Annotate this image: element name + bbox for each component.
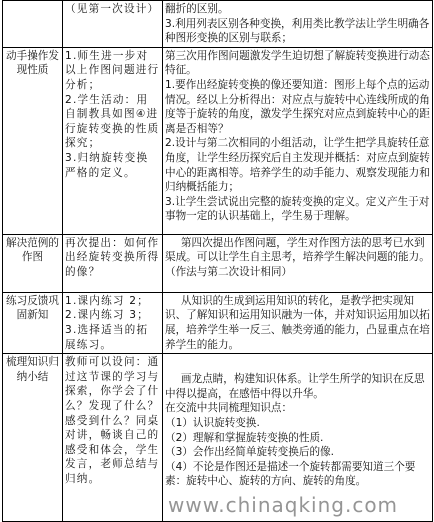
stage-cell: 动手操作发现性质 <box>3 47 63 234</box>
stage-cell: 梳理知识归纳小结 <box>3 354 63 522</box>
teacher-line: 再次提出：如何作出经旋转变换所得的像？ <box>65 236 160 278</box>
teacher-line: 1.课内练习 2； <box>65 294 149 307</box>
design-intent-cell <box>163 1 433 48</box>
intent-line: 3.利用列表区别各种变换，利用类比教学法让学生明确各种图形变换的区别与联系； <box>165 17 430 45</box>
teacher-line: 2.学生活动：用自制教具如图④进行旋转变换的性质探究； <box>65 93 160 150</box>
teacher-activity-cell <box>63 1 163 48</box>
teacher-line: 3.归纳旋转变换严格的定义。 <box>65 151 149 179</box>
design-intent-cell <box>163 234 433 292</box>
design-intent-cell <box>163 292 433 353</box>
table-row <box>3 234 433 292</box>
intent-line: （4）不论是作图还是描述一个旋转都需要知道三个要素：旋转中心、旋转的方向、旋转的角度。 <box>165 460 416 488</box>
stage-cell: 解决范例的作图 <box>3 234 63 292</box>
table-row <box>3 1 433 48</box>
intent-line: 第三次用作图问题激发学生迫切想了解旋转变换进行动态特征。 <box>165 49 430 77</box>
teacher-line: （见第一次设计） <box>65 3 160 15</box>
intent-line: 3.让学生尝试说出完整的旋转变换的定义。定义产生于对事物一定的认识基础上，学生易于理解。 <box>165 195 430 223</box>
teacher-activity-cell <box>63 47 163 234</box>
table-row <box>3 47 433 234</box>
teacher-line: 1.师生进一步对以上作图问题进行分析； <box>65 49 160 91</box>
intent-line: 在交流中共同梳理知识点： <box>165 402 293 415</box>
intent-line: 画龙点睛，构建知识体系。让学生所学的知识在反思中得以提高，在感悟中得以升华。 <box>165 373 425 400</box>
intent-line: （3）会作出经简单旋转变换后的像. <box>165 446 335 459</box>
intent-line: （2）理解和掌握旋转变换的性质. <box>165 431 324 444</box>
teacher-activity-cell <box>63 234 163 292</box>
intent-line: 翻折的区别。 <box>165 3 229 15</box>
teacher-activity-cell <box>63 292 163 353</box>
intent-line: （1）认识旋转变换. <box>165 416 260 429</box>
stage-cell <box>3 1 63 48</box>
stage-cell: 练习反馈巩固新知 <box>3 292 63 353</box>
lesson-design-table <box>2 0 433 522</box>
intent-line: 第四次提出作图问题，学生对作图方法的思考已水到渠成。可以让学生自主思考，培养学生解决问题的能力。（作法与第二次设计相同） <box>165 236 430 278</box>
table-row <box>3 292 433 353</box>
intent-line: 1.要作出经旋转变换的像还要知道：图形上每个点的运动情况。经以上分析得出：对应点与旋转中心连线所成的角度等于旋转的角度，激发学生探究对应点到旋转中心的距离是否相等？ <box>165 78 430 135</box>
design-intent-cell <box>163 47 433 234</box>
teacher-line: 教师可以设问：通过这节课的学习与探索，你学会了什么？发现了什么？感受到什么？同桌对讲，畅谈自己的感受和体会，学生发言，老师总结与归纳。 <box>65 356 160 485</box>
site-watermark: www.chinaqking.com <box>168 493 399 517</box>
teacher-activity-cell <box>63 354 163 522</box>
spacer <box>165 355 430 372</box>
teacher-line: 3.选择适当的拓展练习。 <box>65 323 149 351</box>
teacher-line: 2.课内练习 3； <box>65 309 149 322</box>
intent-line: 从知识的生成到运用知识的转化，是教学把实现知识、了解知识和运用知识融为一体，并对知识运用加以拓展，培养学生举一反三、触类旁通的能力，凸显重点在培养学生的能力。 <box>165 294 430 351</box>
intent-line: 2.设计与第二次相同的小组活动，让学生把学具旋转任意角度，让学生经历探究后自主发现并概括：对应点到旋转中心的距离相等。培养学生的动手能力、观察发现能力和归纳概括能力； <box>165 137 430 194</box>
